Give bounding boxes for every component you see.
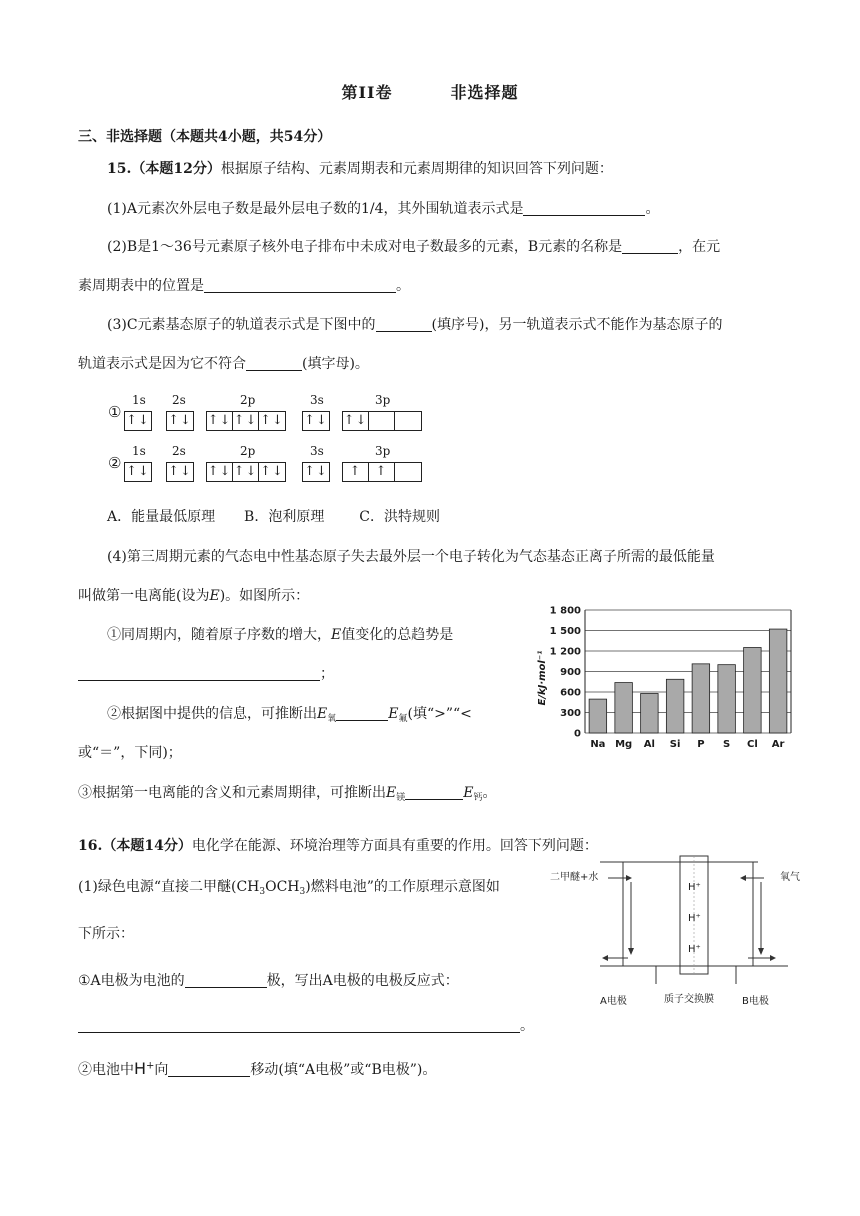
bar-s: [718, 665, 736, 733]
y-tick-label: 300: [560, 708, 581, 719]
x-tick-label: P: [697, 739, 705, 750]
option-number: ②: [108, 454, 122, 472]
orbital-2s: ↑↓: [166, 411, 194, 431]
q15-part3: (3)C元素基态原子的轨道表示式是下图中的 (填序号)，另一轨道表示式不能作为基态原子的: [107, 317, 723, 333]
fuel-inlet-label: 二甲醚+水: [550, 872, 599, 883]
part-label: 第II卷: [341, 83, 393, 102]
arrow-left-icon: [740, 875, 746, 881]
q15-part4-s1-cont: ；: [78, 663, 334, 683]
orbital-3p: ↑ ↑: [342, 462, 422, 482]
q15-options: [107, 506, 440, 526]
answer-blank[interactable]: [185, 973, 267, 988]
q16-stem: 16.（本题14分）电化学在能源、环境治理等方面具有重要的作用。回答下列问题：: [78, 838, 598, 854]
q15-part4-line1: (4)第三周期元素的气态电中性基态原子失去最外层一个电子转化为气态基态正离子所需的最低能量: [107, 549, 715, 565]
q15-part1: (1)A元素次外层电子数是最外层电子数的1/4，其外围轨道表示式是 。: [107, 201, 660, 217]
q16-s2: ②电池中H+向 移动(填“A电极”或“B电极”)。: [78, 1059, 437, 1078]
y-tick-label: 1 800: [549, 605, 581, 617]
ionization-energy-chart: [533, 600, 793, 760]
q16-s1: ①A电极为电池的 极，写出A电极的电极反应式：: [78, 973, 459, 989]
q16-s1-cont: 。: [78, 1015, 534, 1035]
q15-score: （本题12分）: [131, 161, 221, 177]
arrow-right-icon: [770, 955, 776, 961]
answer-blank[interactable]: [204, 278, 396, 293]
orbital-2s: ↑↓: [166, 462, 194, 482]
x-tick-label: S: [723, 739, 731, 750]
bar-si: [666, 679, 684, 733]
orbital-2p: ↑↓ ↑↓ ↑↓: [206, 462, 286, 482]
proton-label: H⁺: [688, 944, 701, 955]
answer-blank[interactable]: [246, 356, 302, 371]
proton-label: H⁺: [688, 882, 701, 893]
answer-blank[interactable]: [376, 317, 432, 332]
bar-mg: [615, 683, 633, 733]
bar-al: [641, 694, 659, 733]
x-tick-label: Mg: [615, 739, 633, 750]
section-heading: 三、非选择题（本题共4小题，共54分）: [78, 129, 332, 145]
part-title: 非选择题: [450, 83, 519, 102]
q15-part2: (2)B是1～36号元素原子核外电子排布中未成对电子数最多的元素，B元素的名称是 ，在元: [107, 239, 721, 255]
arrow-icon: [626, 875, 632, 881]
electrode-a-label: A电极: [600, 996, 627, 1007]
oxygen-inlet-label: 氧气: [780, 872, 800, 883]
q15-part2-cont: 素周期表中的位置是 。: [78, 278, 410, 294]
q15-number: 15.: [107, 161, 132, 177]
answer-blank[interactable]: [168, 1062, 250, 1077]
arrow-down-icon: [758, 948, 764, 955]
y-tick-label: 1 200: [549, 646, 581, 658]
q16-part1: (1)绿色电源“直接二甲醚$(CH_3OCH_3)$燃料电池”的工作原理示意图如: [78, 879, 500, 897]
q16-part1-cont: 下所示：: [78, 926, 134, 942]
page-title: [0, 80, 860, 103]
x-tick-label: Cl: [746, 739, 758, 750]
answer-blank[interactable]: [622, 239, 678, 254]
y-tick-label: 900: [560, 667, 581, 678]
q15-part4-s2: ②根据图中提供的信息，可推断出$E_氧$ $E_氟$(填“>”“<: [107, 706, 472, 724]
q15-part4-line2: 叫做第一电离能(设为E)。如图所示：: [78, 588, 310, 604]
electrode-b-label: B电极: [742, 996, 769, 1007]
orbital-1s: ↑↓: [124, 411, 152, 431]
x-tick-label: Na: [590, 739, 606, 750]
answer-blank[interactable]: [78, 666, 320, 681]
orbital-3p: ↑↓: [342, 411, 422, 431]
answer-blank[interactable]: [405, 785, 463, 800]
y-tick-label: 0: [574, 728, 581, 740]
orbital-3s: ↑↓: [302, 462, 330, 482]
proton-label: H⁺: [688, 913, 701, 924]
q15-part4-s3: ③根据第一电离能的含义和元素周期律，可推断出$E_镁$ $E_钙$。: [78, 785, 497, 803]
orbital-2p: ↑↓ ↑↓ ↑↓: [206, 411, 286, 431]
membrane-label: 质子交换膜: [664, 994, 714, 1005]
option-b: B．泡利原理: [244, 509, 325, 525]
y-tick-label: 1 500: [549, 626, 581, 637]
arrow-down-icon: [628, 948, 634, 955]
bar-cl: [744, 648, 762, 733]
orbital-1s: ↑↓: [124, 462, 152, 482]
q16-score: （本题14分）: [102, 838, 192, 854]
x-tick-label: Ar: [771, 739, 785, 750]
answer-blank[interactable]: [78, 1018, 520, 1033]
bar-na: [589, 699, 607, 733]
answer-blank[interactable]: [523, 201, 645, 216]
q15-part4-s2-cont: 或“＝”，下同)；: [78, 745, 182, 761]
answer-blank[interactable]: [336, 706, 388, 721]
bar-p: [692, 664, 710, 733]
option-a: A．能量最低原理: [107, 509, 216, 525]
x-tick-label: Si: [669, 739, 681, 750]
x-tick-label: Al: [643, 739, 655, 750]
orbital-3s: ↑↓: [302, 411, 330, 431]
y-axis-label: E/kJ·mol⁻¹: [537, 650, 548, 706]
bar-ar: [769, 629, 787, 733]
q15-stem: 15.（本题12分）根据原子结构、元素周期表和元素周期律的知识回答下列问题：: [107, 161, 613, 177]
y-tick-label: 600: [560, 687, 581, 699]
q15-part4-s1: ①同周期内，随着原子序数的增大，E值变化的总趋势是: [107, 627, 454, 643]
q15-part3-cont: 轨道表示式是因为它不符合 (填字母)。: [78, 356, 369, 372]
option-number: ①: [108, 403, 122, 421]
fuel-cell-diagram: [548, 852, 808, 1012]
q16-number: 16.: [78, 838, 103, 854]
option-c: C．洪特规则: [359, 509, 440, 525]
arrow-left-icon: [602, 955, 608, 961]
